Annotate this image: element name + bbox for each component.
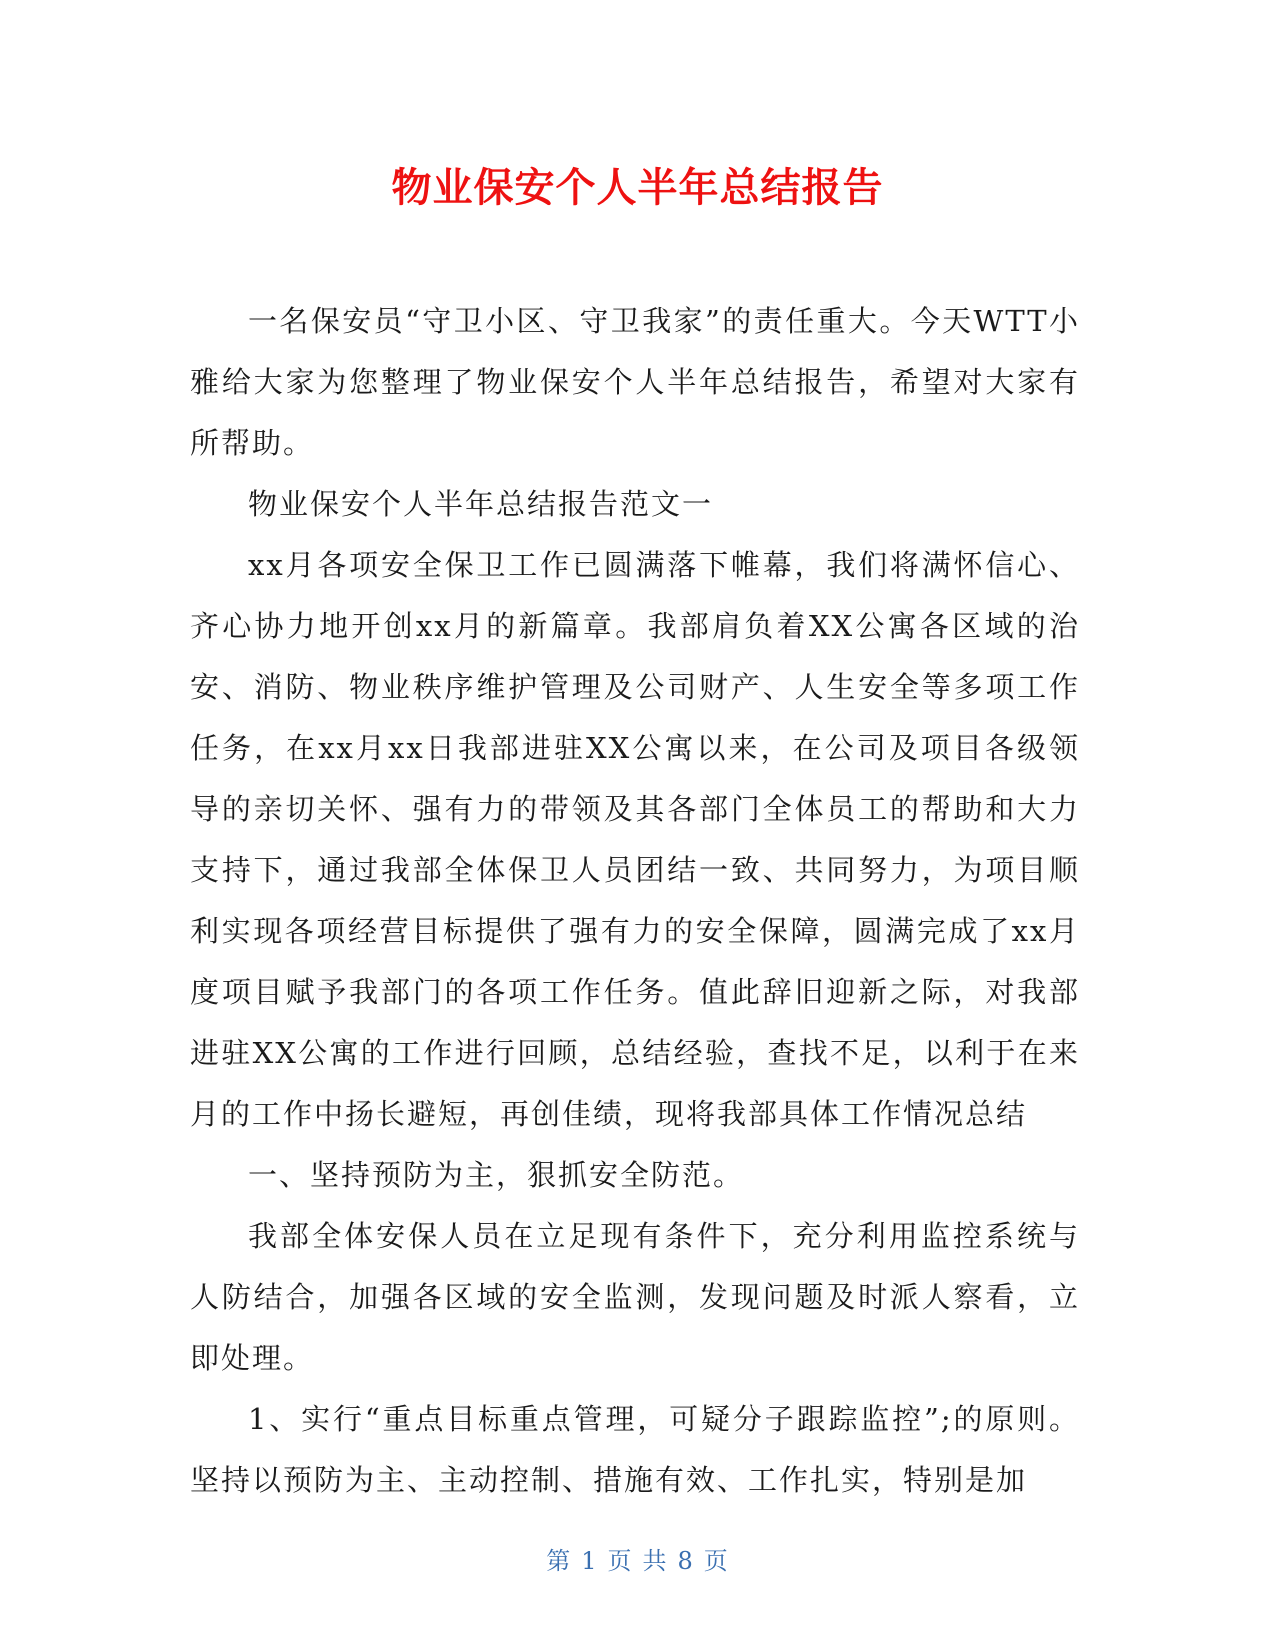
total-unit: 页 (703, 1547, 729, 1575)
document-body (190, 291, 1080, 1511)
subsection-heading: 一、坚持预防为主，狠抓安全防范。 (248, 1158, 745, 1192)
section-heading: 物业保安个人半年总结报告范文一 (248, 487, 714, 521)
total-label: 共 (642, 1547, 668, 1575)
page-label: 第 (546, 1547, 572, 1575)
page-footer (0, 1546, 1275, 1576)
intro-paragraph: 一名保安员“守卫小区、守卫我家”的责任重大。今天WTT小雅给大家为您整理了物业保安个人半年总结报告，希望对大家有所帮助。 (190, 304, 1080, 460)
body-paragraph: xx月各项安全保卫工作已圆满落下帷幕，我们将满怀信心、齐心协力地开创xx月的新篇章。我部肩负着XX公寓各区域的治安、消防、物业秩序维护管理及公司财产、人生安全等多项工作任务，在xx月xx日我部进驻XX公寓以来，在公司及项目各级领导的亲切关怀、强有力的带领及其各部门全体员工的帮助和大力支持下，通过我部全体保卫人员团结一致、共同努力，为项目顺利实现各项经营目标提供了强有力的安全保障，圆满完成了xx月度项目赋予我部门的各项工作任务。值此辞旧迎新之际，对我部进驻XX公寓的工作进行回顾，总结经验，查找不足，以利于在来月的工作中扬长避短，再创佳绩，现将我部具体工作情况总结 (190, 548, 1080, 1131)
page-unit: 页 (607, 1547, 633, 1575)
body-paragraph: 1、实行“重点目标重点管理，可疑分子跟踪监控”;的原则。坚持以预防为主、主动控制、措施有效、工作扎实，特别是加 (190, 1402, 1080, 1497)
body-paragraph: 我部全体安保人员在立足现有条件下，充分利用监控系统与人防结合，加强各区域的安全监测，发现问题及时派人察看，立即处理。 (190, 1219, 1080, 1375)
document-title: 物业保安个人半年总结报告 (391, 165, 884, 211)
total-pages: 8 (677, 1547, 694, 1575)
page-number: 1 (581, 1547, 598, 1575)
